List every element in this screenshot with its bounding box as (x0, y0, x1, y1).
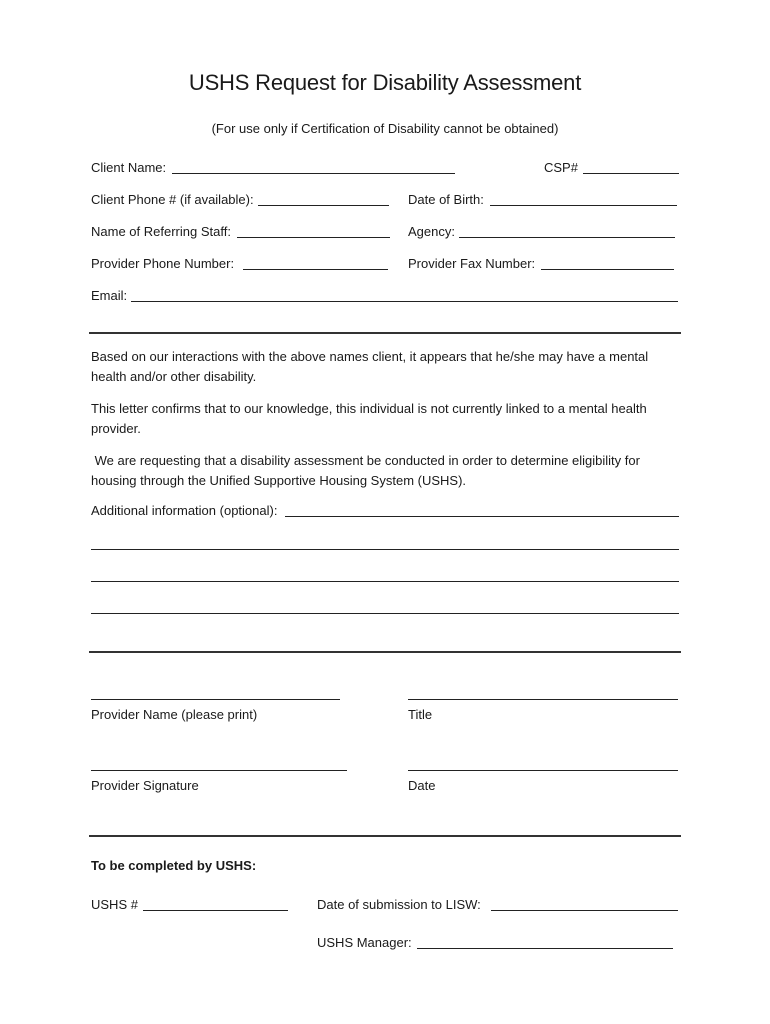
provider-name-field[interactable] (91, 699, 340, 700)
agency-label: Agency: (408, 224, 455, 239)
provider-phone-label: Provider Phone Number: (91, 256, 235, 271)
client-phone-field[interactable] (258, 205, 389, 206)
csp-field[interactable] (583, 173, 679, 174)
additional-info-line[interactable] (91, 613, 679, 614)
title-field[interactable] (408, 699, 678, 700)
additional-info-label: Additional information (optional): (91, 503, 278, 518)
referring-staff-field[interactable] (237, 237, 390, 238)
body-paragraph-2: This letter confirms that to our knowledge, this individual is not currently linked to a mental health provider. (91, 401, 647, 436)
body-paragraph-1: Based on our interactions with the above names client, it appears that he/she may have a mental health and/or other disability. (91, 349, 649, 384)
ushs-number-field[interactable] (143, 910, 288, 911)
page-subtitle: (For use only if Certification of Disability cannot be obtained) (211, 121, 559, 136)
provider-fax-field[interactable] (541, 269, 674, 270)
csp-label: CSP# (544, 160, 578, 175)
date-of-birth-field[interactable] (490, 205, 677, 206)
date-field[interactable] (408, 770, 678, 771)
additional-info-field[interactable] (285, 516, 679, 517)
client-name-field[interactable] (172, 173, 455, 174)
agency-field[interactable] (459, 237, 675, 238)
provider-signature-label: Provider Signature (91, 778, 199, 793)
section-divider (89, 835, 681, 837)
section-divider (89, 651, 681, 653)
ushs-section-heading: To be completed by USHS: (91, 858, 257, 873)
section-divider (89, 332, 681, 334)
date-label: Date (408, 778, 436, 793)
ushs-manager-label: USHS Manager: (317, 935, 412, 950)
provider-phone-field[interactable] (243, 269, 388, 270)
provider-fax-label: Provider Fax Number: (408, 256, 536, 271)
title-label: Title (408, 707, 433, 722)
email-label: Email: (91, 288, 128, 303)
date-submission-label: Date of submission to LISW: (317, 897, 481, 912)
additional-info-line[interactable] (91, 549, 679, 550)
client-name-label: Client Name: (91, 160, 167, 175)
email-field[interactable] (131, 301, 678, 302)
client-phone-label: Client Phone # (if available): (91, 192, 254, 207)
referring-staff-label: Name of Referring Staff: (91, 224, 231, 239)
body-paragraph-3: We are requesting that a disability assessment be conducted in order to determine eligibility for housing through the Unified Supportive Housing System (USHS). (91, 453, 644, 488)
ushs-number-label: USHS # (91, 897, 138, 912)
date-of-birth-label: Date of Birth: (408, 192, 484, 207)
provider-name-label: Provider Name (please print) (91, 707, 258, 722)
additional-info-line[interactable] (91, 581, 679, 582)
date-submission-field[interactable] (491, 910, 678, 911)
provider-signature-field[interactable] (91, 770, 347, 771)
page-title: USHS Request for Disability Assessment (188, 70, 582, 95)
ushs-manager-field[interactable] (417, 948, 673, 949)
